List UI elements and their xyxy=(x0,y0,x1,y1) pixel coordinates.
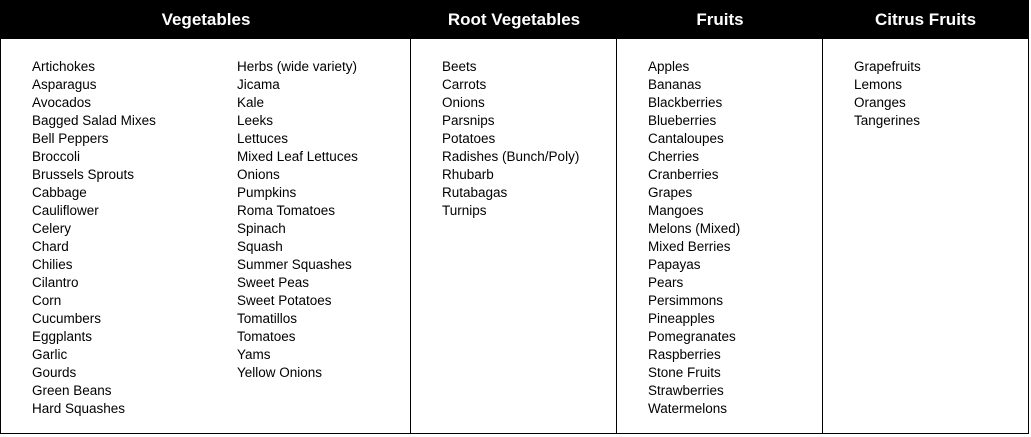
list-item: Lettuces xyxy=(237,131,289,146)
list-item: Grapes xyxy=(648,185,693,200)
list-item: Mixed Berries xyxy=(648,239,731,254)
list-item: Lemons xyxy=(854,77,903,92)
list-item: Brussels Sprouts xyxy=(32,167,135,182)
citrus-fruits-cell xyxy=(823,39,1028,433)
list-item: Stone Fruits xyxy=(648,365,721,380)
list-item: Cranberries xyxy=(648,167,719,182)
list-item: Sweet Potatoes xyxy=(237,293,332,308)
list-item: Garlic xyxy=(32,347,68,362)
list-item: Raspberries xyxy=(648,347,721,362)
list-item: Blackberries xyxy=(648,95,723,110)
list-item: Parsnips xyxy=(442,113,495,128)
header-vegetables: Vegetables xyxy=(1,1,411,39)
list-item: Spinach xyxy=(237,221,286,236)
list-item: Persimmons xyxy=(648,293,724,308)
citrus-fruits-list xyxy=(854,58,1028,130)
list-item: Summer Squashes xyxy=(237,257,352,272)
list-item: Gourds xyxy=(32,365,77,380)
list-item: Hard Squashes xyxy=(32,401,126,416)
list-item: Watermelons xyxy=(648,401,728,416)
list-item: Celery xyxy=(32,221,72,236)
list-item: Chard xyxy=(32,239,69,254)
header-citrus-fruits: Citrus Fruits xyxy=(823,1,1028,39)
list-item: Beets xyxy=(442,59,477,74)
list-item: Pumpkins xyxy=(237,185,297,200)
list-item: Roma Tomatoes xyxy=(237,203,336,218)
list-item: Turnips xyxy=(442,203,487,218)
list-item: Avocados xyxy=(32,95,92,110)
list-item: Chilies xyxy=(32,257,73,272)
list-item: Bagged Salad Mixes xyxy=(32,113,156,128)
list-item: Green Beans xyxy=(32,383,112,398)
root-vegetables-list xyxy=(442,58,616,220)
list-item: Tomatillos xyxy=(237,311,298,326)
list-item: Bell Peppers xyxy=(32,131,109,146)
list-item: Melons (Mixed) xyxy=(648,221,741,236)
list-item: Cherries xyxy=(648,149,700,164)
list-item: Broccoli xyxy=(32,149,81,164)
list-item: Oranges xyxy=(854,95,906,110)
root-vegetables-cell xyxy=(411,39,617,433)
list-item: Blueberries xyxy=(648,113,717,128)
list-item: Cilantro xyxy=(32,275,79,290)
vegetables-cell xyxy=(1,39,411,433)
list-item: Pomegranates xyxy=(648,329,736,344)
list-item: Pineapples xyxy=(648,311,715,326)
list-item: Leeks xyxy=(237,113,274,128)
list-item: Pears xyxy=(648,275,684,290)
list-item: Yams xyxy=(237,347,271,362)
list-item: Cucumbers xyxy=(32,311,102,326)
vegetables-list-col1 xyxy=(32,58,237,433)
list-item: Carrots xyxy=(442,77,487,92)
list-item: Strawberries xyxy=(648,383,724,398)
list-item: Potatoes xyxy=(442,131,496,146)
list-item: Radishes (Bunch/Poly) xyxy=(442,149,580,164)
list-item: Squash xyxy=(237,239,283,254)
list-item: Onions xyxy=(442,95,485,110)
list-item: Cantaloupes xyxy=(648,131,724,146)
list-item: Asparagus xyxy=(32,77,97,92)
fruits-list xyxy=(648,58,822,418)
list-item: Cauliflower xyxy=(32,203,99,218)
fruits-cell xyxy=(617,39,823,433)
list-item: Jicama xyxy=(237,77,280,92)
list-item: Tomatoes xyxy=(237,329,296,344)
list-item: Onions xyxy=(237,167,280,182)
list-item: Apples xyxy=(648,59,690,74)
list-item: Bananas xyxy=(648,77,702,92)
list-item: Tangerines xyxy=(854,113,921,128)
vegetables-list-col2 xyxy=(237,58,358,433)
list-item: Yellow Onions xyxy=(237,365,323,380)
list-item: Cabbage xyxy=(32,185,87,200)
header-fruits: Fruits xyxy=(617,1,823,39)
list-item: Sweet Peas xyxy=(237,275,310,290)
list-item: Rutabagas xyxy=(442,185,508,200)
list-item: Mangoes xyxy=(648,203,704,218)
list-item: Eggplants xyxy=(32,329,93,344)
list-item: Rhubarb xyxy=(442,167,494,182)
list-item: Artichokes xyxy=(32,59,96,74)
list-item: Papayas xyxy=(648,257,701,272)
header-root-vegetables: Root Vegetables xyxy=(411,1,617,39)
list-item: Kale xyxy=(237,95,265,110)
list-item: Mixed Leaf Lettuces xyxy=(237,149,358,164)
list-item: Grapefruits xyxy=(854,59,921,74)
list-item: Herbs (wide variety) xyxy=(237,59,358,74)
list-item: Corn xyxy=(32,293,62,308)
